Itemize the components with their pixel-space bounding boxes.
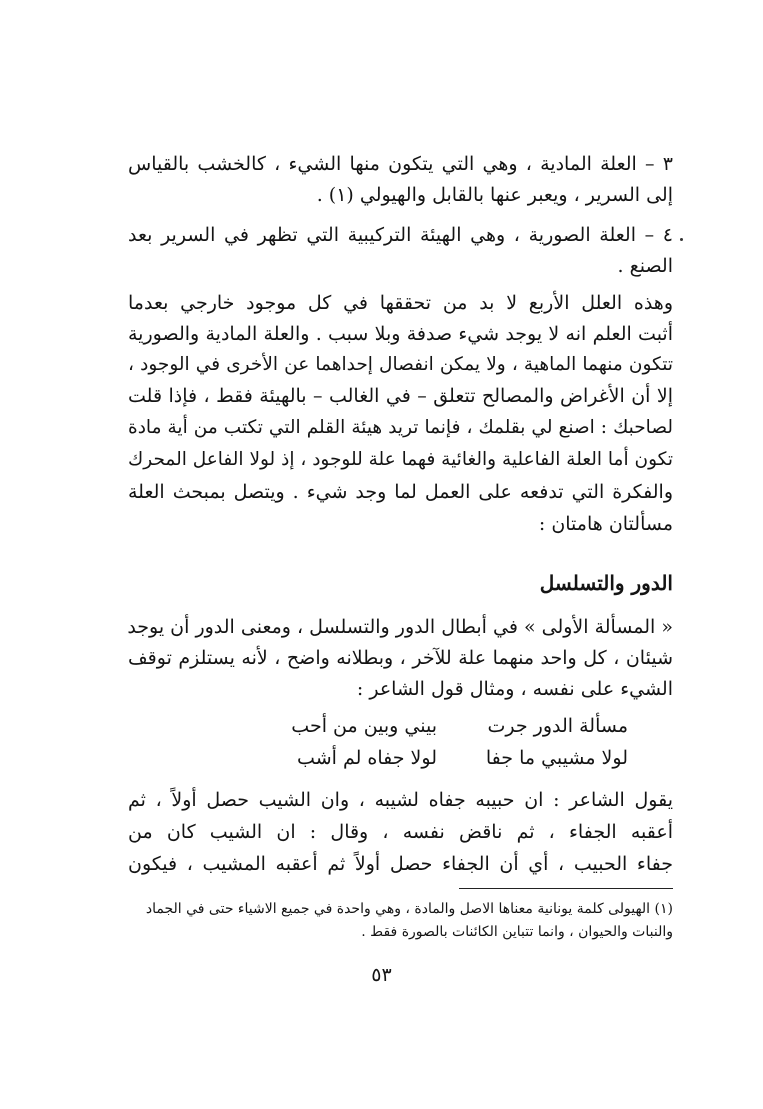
verse-hemistich: بيني وبين من أحب bbox=[291, 715, 437, 737]
footnote-divider bbox=[459, 888, 673, 889]
verse-hemistich: لولا جفاه لم أشب bbox=[297, 747, 437, 769]
footnote-line: والنبات والحيوان ، وانما تتباين الكائنات بالصورة فقط . bbox=[361, 924, 673, 940]
stray-mark bbox=[680, 238, 683, 241]
verse-hemistich: مسألة الدور جرت bbox=[487, 715, 628, 737]
text-line: أثبت العلم انه لا يوجد شيء صدفة وبلا سبب . والعلة المادية والصورية bbox=[128, 323, 673, 345]
text-line: مسألتان هامتان : bbox=[538, 513, 673, 535]
text-line: الصنع . bbox=[617, 255, 673, 277]
verse-hemistich: لولا مشيبي ما جفا bbox=[485, 747, 628, 769]
text-line: « المسألة الأولى » في أبطال الدور والتسلسل ، ومعنى الدور أن يوجد bbox=[127, 616, 673, 638]
text-line: تتكون منهما الماهية ، ولا يمكن انفصال إحداهما عن الأخرى في الوجود ، bbox=[128, 354, 673, 375]
text-line: وهذه العلل الأربع لا بد من تحققها في كل موجود خارجي بعدما bbox=[128, 292, 673, 314]
text-line: إلا أن الأغراض والمصالح تتعلق – في الغالب – بالهيئة فقط ، فإذا قلت bbox=[128, 385, 673, 407]
text-line: أعقبه الجفاء ، ثم ناقض نفسه ، وقال : ان الشيب كان من bbox=[128, 821, 673, 843]
text-line: إلى السرير ، ويعبر عنها بالقابل والهيولي (١) . bbox=[316, 184, 673, 206]
text-line: يقول الشاعر : ان حبيبه جفاه لشيبه ، وان الشيب حصل أولاً ، ثم bbox=[128, 789, 673, 811]
text-line: جفاء الحبيب ، أي أن الجفاء حصل أولاً ثم أعقبه المشيب ، فيكون bbox=[128, 853, 673, 875]
page-number: ٥٣ bbox=[371, 964, 392, 986]
text-line: والفكرة التي تدفعه على العمل لما وجد شيء . ويتصل بمبحث العلة bbox=[128, 481, 673, 503]
text-line: تكون أما العلة الفاعلية والغائية فهما علة للوجود ، إذ لولا الفاعل المحرك bbox=[128, 449, 673, 470]
text-line: ٣ – العلة المادية ، وهي التي يتكون منها الشيء ، كالخشب بالقياس bbox=[128, 153, 673, 175]
text-line: الشيء على نفسه ، ومثال قول الشاعر : bbox=[356, 678, 673, 700]
text-line: لصاحبك : اصنع لي بقلمك ، فإنما تريد هيئة القلم التي تكتب من أية مادة bbox=[128, 417, 673, 438]
footnote-line: (١) الهيولى كلمة يونانية معناها الاصل والمادة ، وهي واحدة في جميع الاشياء حتى في الجماد bbox=[145, 901, 673, 917]
text-line: ٤ – العلة الصورية ، وهي الهيئة التركيبية التي تظهر في السرير بعد bbox=[128, 224, 673, 246]
section-heading: الدور والتسلسل bbox=[539, 571, 673, 595]
text-line: شيئان ، كل واحد منهما علة للآخر ، وبطلانه واضح ، لأنه يستلزم توقف bbox=[128, 647, 673, 669]
